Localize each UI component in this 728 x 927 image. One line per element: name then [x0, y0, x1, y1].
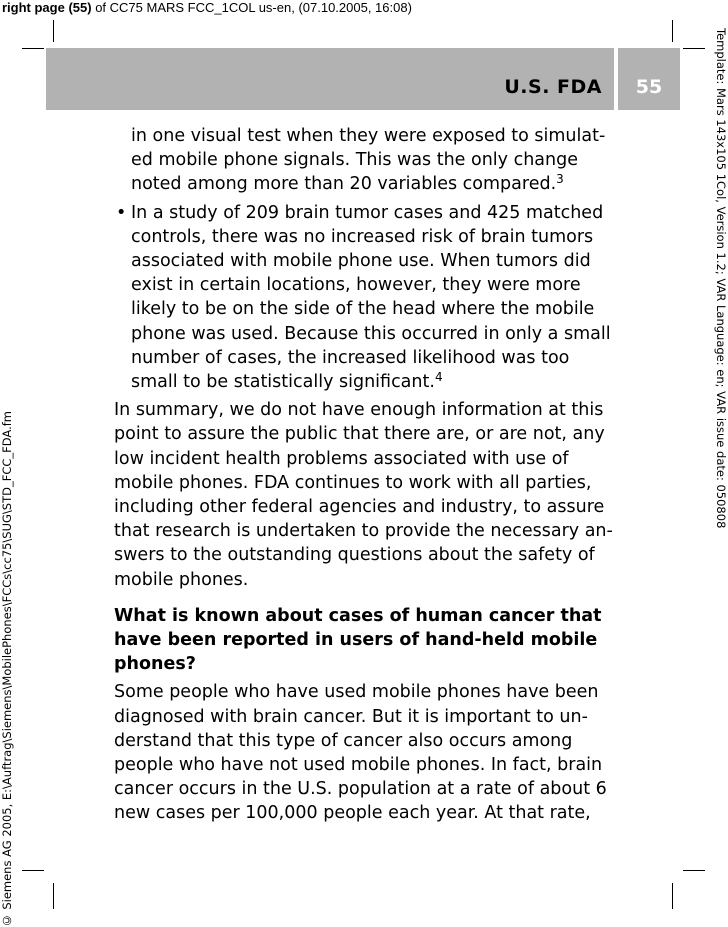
slug-file-info: of CC75 MARS FCC_1COL us-en, (07.10.2005, 16:08): [91, 0, 412, 15]
page-number: 55: [635, 76, 663, 98]
page-content: [114, 124, 614, 826]
template-info: Template: Mars 143x105 1Col, Version 1.2; VAR Language: en; VAR issue date: 050808: [714, 28, 728, 529]
summary-paragraph: In summary, we do not have enough information at this point to assure the public that there are, or are not, any low incident health problems associated with use of mobile phones. FDA continues to work with all parties, including other federal agencies and industry, to assure that research is undertaken to provide the necessary an-swers to the outstanding questions about the safety of mobile phones.: [114, 400, 613, 590]
slug-page-label: right page (55): [2, 0, 92, 15]
crop-mark: [683, 48, 705, 49]
bullet-marker: •: [116, 202, 127, 223]
crop-mark: [683, 870, 705, 871]
crop-mark: [53, 20, 54, 42]
bullet-item: [114, 201, 614, 395]
section-title: U.S. FDA: [504, 76, 602, 98]
bullet-text: In a study of 209 brain tumor cases and 425 matched controls, there was no increased risk of brain tumors associated with mobile phone use. When tumors did exist in certain locations, however, they were more likely to be on the side of the head where the mobile phone was used. Because this occurred in only a small number of cases, the increased likelihood was too small to be statistically significant.: [131, 202, 611, 393]
footnote-ref: 4: [434, 370, 443, 385]
continuation-paragraph: [114, 124, 614, 197]
footnote-ref: 3: [556, 172, 564, 187]
crop-mark: [672, 883, 673, 909]
question-heading: What is known about cases of human cancer that have been reported in users of hand-held mobile phones?: [114, 605, 602, 675]
crop-mark: [22, 870, 44, 871]
print-slug: [2, 0, 412, 16]
page-number-box: [618, 48, 680, 110]
copyright-path: © Siemens AG 2005, E:\Auftrag\Siemens\MobilePhones\FCCs\cc75\SUG\STD_FCC_FDA.fm: [0, 410, 14, 927]
answer-paragraph: Some people who have used mobile phones have been diagnosed with brain cancer. But it is important to un-derstand that this type of cancer also occurs among people who have not used mobile phones. In fact, brain cancer occurs in the U.S. population at a rate of about 6 new cases per 100,000 people each year. At that rate,: [114, 682, 607, 824]
header-bar: [46, 48, 614, 110]
crop-mark: [22, 48, 44, 49]
continuation-text: in one visual test when they were exposed to simulat-ed mobile phone signals. This was the only change noted among more than 20 variables compared.: [131, 126, 606, 195]
crop-mark: [53, 883, 54, 909]
crop-mark: [672, 20, 673, 42]
